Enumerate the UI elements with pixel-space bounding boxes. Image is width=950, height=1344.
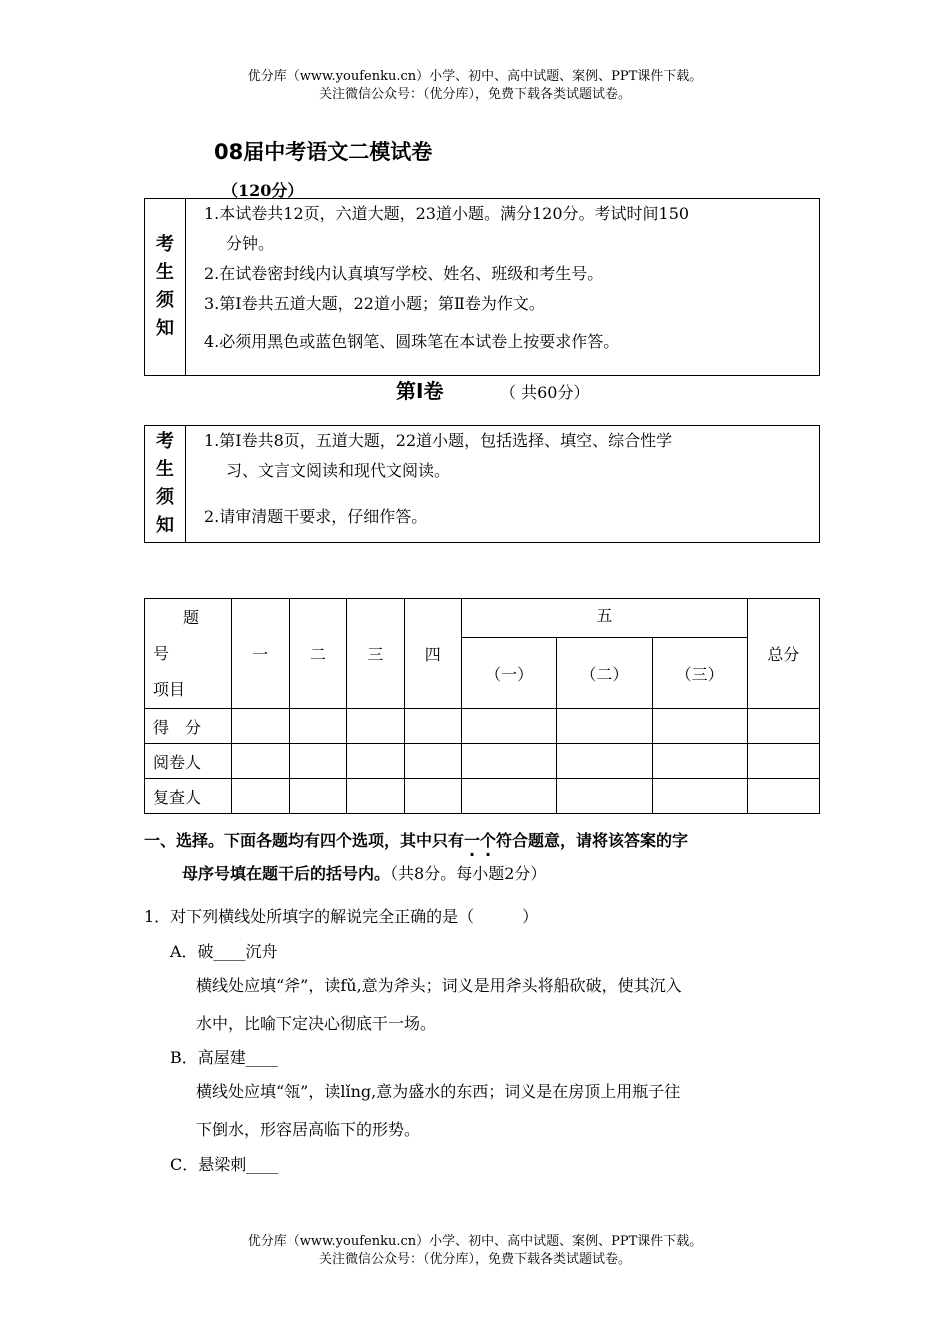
section-1-instruction bbox=[144, 831, 688, 851]
score-cell[interactable] bbox=[461, 709, 556, 744]
score-cell[interactable] bbox=[289, 709, 346, 744]
option-b: B．高屋建____ bbox=[170, 1048, 278, 1067]
notice-item: 4.必须用黑色或蓝色钢笔、圆珠笔在本试卷上按要求作答。 bbox=[204, 332, 620, 351]
notice-box-2 bbox=[144, 425, 820, 543]
option-b-explain: 横线处应填“瓴”，读lǐng,意为盛水的东西；词义是在房顶上用瓶子往 bbox=[196, 1082, 681, 1101]
section-1-line-2 bbox=[182, 864, 546, 884]
notice-item: 3.第Ⅰ卷共五道大题，22道小题；第Ⅱ卷为作文。 bbox=[204, 294, 545, 313]
option-a-explain: 横线处应填“斧”，读fǔ,意为斧头；词义是用斧头将船砍破，使其沉入 bbox=[196, 976, 682, 995]
score-cell[interactable] bbox=[289, 744, 346, 779]
score-cell[interactable] bbox=[461, 744, 556, 779]
score-cell[interactable] bbox=[347, 744, 404, 779]
score-cell[interactable] bbox=[747, 779, 819, 814]
score-cell[interactable] bbox=[231, 779, 289, 814]
notice-text: 分钟。 bbox=[226, 234, 275, 253]
header-line-2: 关注微信公众号：（优分库），免费下载各类试题试卷。 bbox=[318, 87, 631, 102]
sub-header: （二） bbox=[557, 638, 652, 709]
footer-line-1: 优分库（www.youfenku.cn）小学、初中、高中试题、案例、PPT课件下载。 bbox=[247, 1234, 703, 1249]
footer-line-2: 关注微信公众号：（优分库），免费下载各类试题试卷。 bbox=[318, 1252, 631, 1267]
section-text: 母序号填在题干后的括号内。 bbox=[182, 864, 391, 883]
header-line-1: 优分库（www.youfenku.cn）小学、初中、高中试题、案例、PPT课件下载。 bbox=[247, 69, 703, 84]
corner-text: 题 bbox=[183, 607, 200, 627]
col-header: 二 bbox=[289, 599, 346, 709]
score-cell[interactable] bbox=[652, 779, 747, 814]
label-char: 考 bbox=[156, 234, 174, 255]
notice-item: 2.请审清题干要求，仔细作答。 bbox=[204, 507, 428, 526]
score-cell[interactable] bbox=[404, 779, 461, 814]
score-cell[interactable] bbox=[557, 744, 652, 779]
label-char: 须 bbox=[156, 290, 174, 311]
corner-cell bbox=[145, 599, 232, 709]
notice-label bbox=[145, 426, 186, 543]
section-text: 一、选择。下面各题均有四个选项，其中只有 bbox=[144, 831, 465, 850]
label-char: 考 bbox=[156, 431, 174, 452]
volume-title: 第Ⅰ卷 bbox=[396, 379, 444, 403]
section-text: 符合题意，请将该答案的字 bbox=[496, 831, 689, 850]
emphasis-char: 一 bbox=[464, 831, 481, 850]
score-cell[interactable] bbox=[404, 709, 461, 744]
option-a-explain: 水中，比喻下定决心彻底干一场。 bbox=[196, 1014, 437, 1033]
score-cell[interactable] bbox=[652, 709, 747, 744]
corner-text: 号 bbox=[153, 643, 170, 663]
section-note: （共8分。每小题2分） bbox=[390, 864, 547, 883]
col-header-five: 五 bbox=[461, 599, 747, 638]
score-table bbox=[144, 598, 820, 814]
row-label: 复查人 bbox=[145, 779, 232, 814]
label-char: 知 bbox=[156, 318, 174, 339]
notice-item: 2.在试卷密封线内认真填写学校、姓名、班级和考生号。 bbox=[204, 264, 604, 283]
score-cell[interactable] bbox=[557, 709, 652, 744]
notice-items bbox=[186, 199, 820, 376]
score-cell[interactable] bbox=[747, 709, 819, 744]
page-title: 08届中考语文二模试卷 bbox=[214, 140, 433, 164]
col-header-total: 总分 bbox=[747, 599, 819, 709]
col-header: 一 bbox=[231, 599, 289, 709]
label-char: 生 bbox=[156, 262, 174, 283]
score-cell[interactable] bbox=[231, 744, 289, 779]
sub-header: （一） bbox=[461, 638, 556, 709]
score-cell[interactable] bbox=[404, 744, 461, 779]
notice-text: 习、文言文阅读和现代文阅读。 bbox=[226, 461, 451, 480]
score-cell[interactable] bbox=[347, 779, 404, 814]
question-1-stem: 1．对下列横线处所填字的解说完全正确的是（ ） bbox=[144, 907, 539, 926]
notice-items bbox=[186, 426, 820, 543]
option-a: A．破____沉舟 bbox=[170, 942, 278, 961]
total-score: （120分） bbox=[222, 181, 304, 200]
row-label: 得 分 bbox=[145, 709, 232, 744]
volume-points: （ 共60分） bbox=[500, 383, 590, 402]
score-cell[interactable] bbox=[557, 779, 652, 814]
row-label: 阅卷人 bbox=[145, 744, 232, 779]
notice-text: 1.本试卷共12页，六道大题，23道小题。满分120分。考试时间150 bbox=[204, 204, 690, 223]
score-cell[interactable] bbox=[461, 779, 556, 814]
emphasis-char: 个 bbox=[480, 831, 497, 850]
notice-item bbox=[186, 199, 819, 259]
option-b-explain: 下倒水，形容居高临下的形势。 bbox=[196, 1120, 421, 1139]
option-c: C．悬梁刺____ bbox=[170, 1155, 279, 1174]
score-cell[interactable] bbox=[289, 779, 346, 814]
score-cell[interactable] bbox=[652, 744, 747, 779]
notice-text: 1.第Ⅰ卷共8页，五道大题，22道小题，包括选择、填空、综合性学 bbox=[204, 431, 673, 450]
score-cell[interactable] bbox=[347, 709, 404, 744]
notice-box-1 bbox=[144, 198, 820, 376]
score-cell[interactable] bbox=[231, 709, 289, 744]
corner-text: 项目 bbox=[153, 679, 186, 699]
col-header: 四 bbox=[404, 599, 461, 709]
score-cell[interactable] bbox=[747, 744, 819, 779]
label-char: 知 bbox=[156, 515, 174, 536]
col-header: 三 bbox=[347, 599, 404, 709]
notice-label bbox=[145, 199, 186, 376]
label-char: 须 bbox=[156, 487, 174, 508]
label-char: 生 bbox=[156, 459, 174, 480]
notice-item bbox=[186, 426, 819, 486]
sub-header: （三） bbox=[652, 638, 747, 709]
